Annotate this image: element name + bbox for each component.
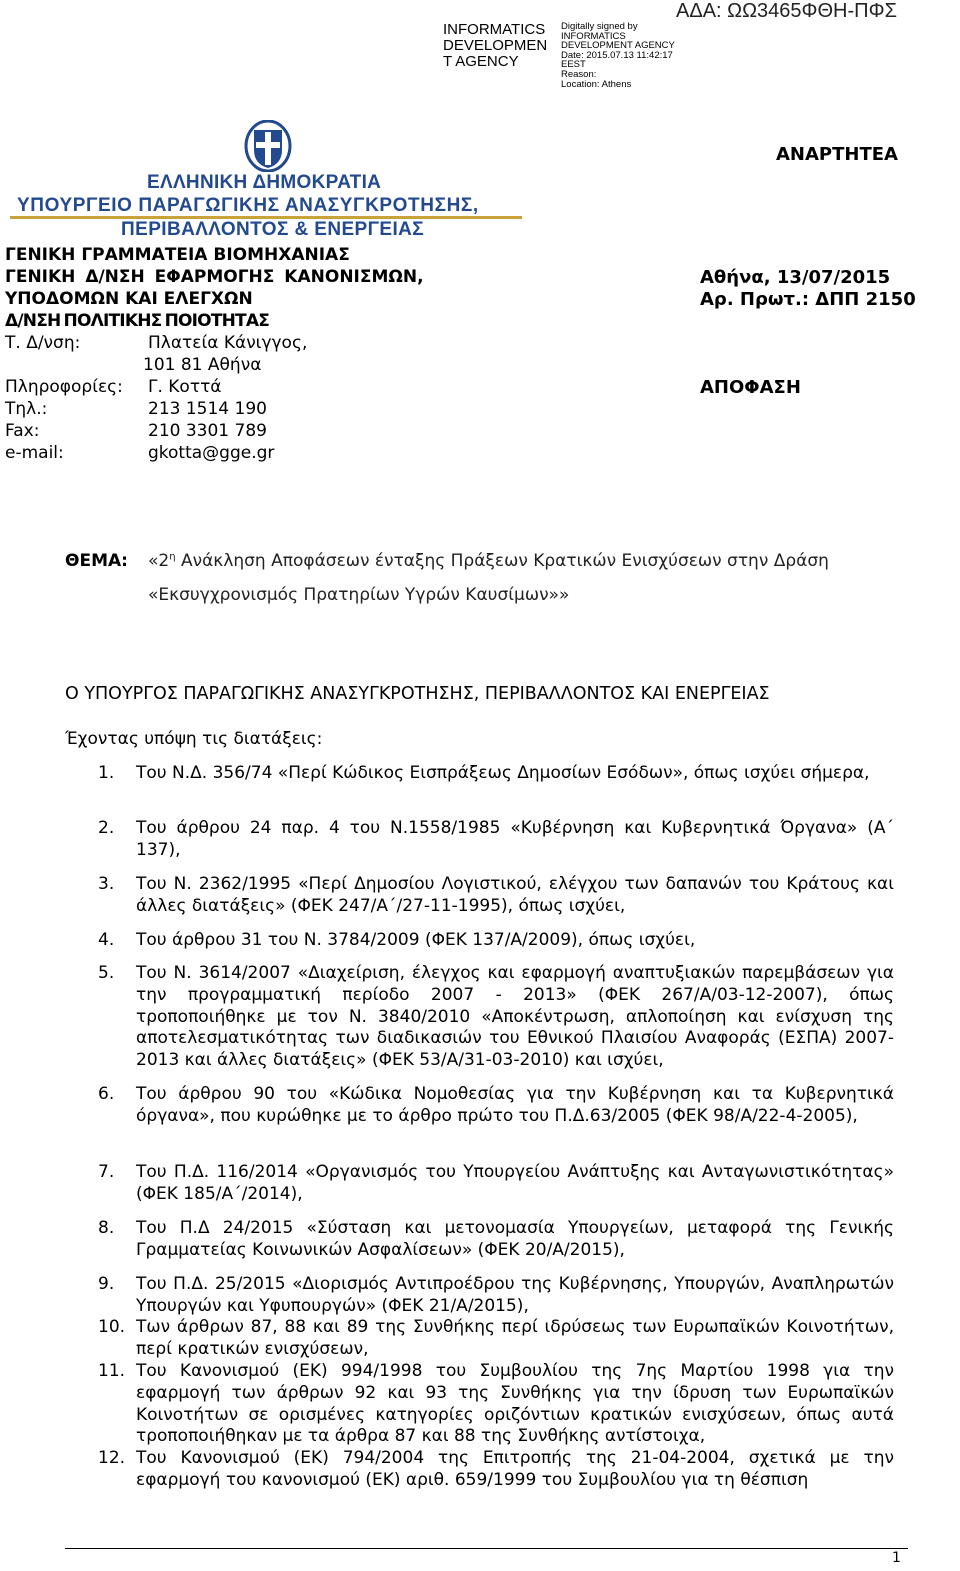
signature-line: Digitally signed by (561, 21, 638, 32)
provision-number: 6. (98, 1084, 115, 1104)
page-number: 1 (892, 1550, 901, 1566)
provision-text: Του Κανονισμού (ΕΚ) 994/1998 του Συμβουλίου της 7ης Μαρτίου 1998 για την εφαρμογή των άρθρων 92 και 93 της Συνθήκης για την ίδρυση των Ευρωπαϊκών Κοινοτήτων σε ορισμένες κατηγορίες οριζόντιων κρατικών ενισχύσεων, όπως αυτά τροποποιήθηκαν με τα άρθρα 87 και 88 της Συνθήκης αντίστοιχα, (136, 1361, 894, 1447)
provision-number: 3. (98, 874, 115, 894)
provision-text: Του Π.Δ 24/2015 «Σύσταση και μετονομασία Υπουργείων, μεταφορά της Γενικής Γραμματείας Κοινωνικών Ασφαλίσεων» (ΦΕΚ 20/Α/2015), (136, 1218, 894, 1260)
signature-line: INFORMATICS (561, 30, 626, 42)
provision-number: 1. (98, 763, 115, 783)
general-directorate: ΓΕΝΙΚΗ Δ/ΝΣΗ ΕΦΑΡΜΟΓΗΣ ΚΑΝΟΝΙΣΜΩΝ, (5, 267, 424, 287)
signature-name: INFORMATICS DEVELOPMEN T AGENCY (443, 21, 548, 70)
signature-line: DEVELOPMENT AGENCY (561, 40, 675, 52)
subject-line-2: «Εκσυγχρονισμός Πρατηρίων Υγρών Καυσίμων»» (148, 585, 570, 605)
subject-prefix: «2 (148, 551, 170, 571)
ministry-line-1: ΕΛΛΗΝΙΚΗ ΔΗΜΟΚΡΑΤΙΑ (147, 172, 382, 193)
ministry-line-3: ΠΕΡΙΒΑΛΛΟΝΤΟΣ & ΕΝΕΡΓΕΙΑΣ (121, 219, 425, 240)
address-value: Πλατεία Κάνιγγος, (148, 333, 308, 353)
ministry-line-2: ΥΠΟΥΡΓΕΙΟ ΠΑΡΑΓΩΓΙΚΗΣ ΑΝΑΣΥΓΚΡΟΤΗΣΗΣ, (17, 195, 479, 216)
provision-number: 5. (98, 963, 115, 983)
provision-number: 2. (98, 818, 115, 838)
place-date: Αθήνα, 13/07/2015 (700, 267, 891, 288)
address-row (0, 333, 400, 355)
provision-number: 4. (98, 930, 115, 950)
provision-text: Του άρθρου 90 του «Κώδικα Νομοθεσίας για την Κυβέρνηση και τα Κυβερνητικά όργανα», που κυρώθηκε με το άρθρο πρώτο του Π.Δ.63/2005 (ΦΕΚ 98/Α/22-4-2005), (136, 1084, 894, 1126)
signature-line: Date: 2015.07.13 11:42:17 (561, 49, 673, 61)
signature-line: Location: Athens (561, 78, 632, 90)
provision-text: Του Π.Δ. 116/2014 «Οργανισμός του Υπουργείου Ανάπτυξης και Ανταγωνιστικότητας» (ΦΕΚ 185/Α΄/2014), (136, 1162, 894, 1204)
subject-text-1: Ανάκληση Αποφάσεων ένταξης Πράξεων Κρατικών Ενισχύσεων στην Δράση (175, 551, 829, 571)
fax-value: 210 3301 789 (148, 421, 267, 441)
provision-text: Του Ν. 2362/1995 «Περί Δημοσίου Λογιστικού, ελέγχου των δαπανών του Κράτους και άλλες διατάξεις» (ΦΕΚ 247/Α΄/27-11-1995), όπως ισχύει, (136, 874, 894, 916)
footer-divider (65, 1548, 908, 1549)
posting-label: ΑΝΑΡΤΗΤΕΑ (776, 144, 898, 165)
signature-line: Reason: (561, 68, 597, 80)
ada-code: ΑΔΑ: ΩΩ3465ΦΘΗ-ΠΦΣ (676, 0, 897, 22)
address-line-2: 101 81 Αθήνα (143, 355, 262, 375)
provision-text: Του Ν.Δ. 356/74 «Περί Κώδικος Εισπράξεως Δημοσίων Εσόδων», όπως ισχύει σήμερα, (136, 763, 870, 783)
provision-number: 9. (98, 1274, 115, 1294)
general-secretariat: ΓΕΝΙΚΗ ΓΡΑΜΜΑΤΕΙΑ ΒΙΟΜΗΧΑΝΙΑΣ (5, 245, 350, 265)
provision-text: Του άρθρου 24 παρ. 4 του Ν.1558/1985 «Κυβέρνηση και Κυβερνητικά Όργανα» (Α΄ 137), (136, 818, 894, 860)
phone-label: Τηλ.: (5, 399, 48, 419)
division: Δ/ΝΣΗ ΠΟΛΙΤΙΚΗΣ ΠΟΙΟΤΗΤΑΣ (5, 311, 270, 331)
provision-number: 7. (98, 1162, 115, 1182)
fax-label: Fax: (5, 421, 40, 441)
provision-number: 11. (98, 1361, 126, 1381)
greek-emblem-icon (242, 120, 294, 172)
provision-number: 10. (98, 1317, 126, 1337)
email-row (0, 443, 400, 465)
considering-intro: Έχοντας υπόψη τις διατάξεις: (65, 729, 323, 749)
subject-line-1 (148, 551, 908, 571)
provision-text: Του Κανονισμού (ΕΚ) 794/2004 της Επιτροπής της 21-04-2004, σχετικά με την εφαρμογή του κανονισμού (ΕΚ) αριθ. 659/1999 του Συμβουλίου για τη θέσπιση (136, 1448, 894, 1490)
email-value[interactable]: gkotta@gge.gr (148, 443, 275, 463)
provision-text: Του άρθρου 31 του Ν. 3784/2009 (ΦΕΚ 137/Α/2009), όπως ισχύει, (136, 930, 696, 950)
general-directorate-2: ΥΠΟΔΟΜΩΝ ΚΑΙ ΕΛΕΓΧΩΝ (5, 289, 253, 309)
subject-label: ΘΕΜΑ: (65, 551, 128, 571)
signature-line: EEST (561, 59, 586, 71)
email-label: e-mail: (5, 443, 64, 463)
provision-text: Των άρθρων 87, 88 και 89 της Συνθήκης περί ιδρύσεως των Ευρωπαϊκών Κοινοτήτων, περί κρατικών ενισχύσεων, (136, 1317, 894, 1359)
decision-title: ΑΠΟΦΑΣΗ (700, 377, 801, 398)
fax-row (0, 421, 400, 443)
phone-value: 213 1514 190 (148, 399, 267, 419)
subject-sup: η (169, 551, 176, 563)
protocol-number: Αρ. Πρωτ.: ΔΠΠ 2150 (700, 289, 916, 310)
phone-row (0, 399, 400, 421)
info-value: Γ. Κοττά (148, 377, 222, 397)
info-label: Πληροφορίες: (5, 377, 123, 397)
provision-text: Του Ν. 3614/2007 «Διαχείριση, έλεγχος και εφαρμογή αναπτυξιακών παρεμβάσεων για την προγραμματική περίοδο 2007 - 2013» (ΦΕΚ 267/Α/03-12-2007), όπως τροποποιήθηκε με τον Ν. 3840/2010 «Αποκέντρωση, απλοποίηση και ενίσχυση της αποτελεσματικότητας των διαδικασιών του Εθνικού Πλαισίου Αναφοράς (ΕΣΠΑ) 2007-2013 και άλλες διατάξεις» (ΦΕΚ 53/Α/31-03-2010) και ισχύει, (136, 963, 894, 1071)
address-label: Τ. Δ/νση: (5, 333, 81, 353)
provision-number: 12. (98, 1448, 126, 1468)
signature-details (561, 22, 681, 89)
info-row (0, 377, 400, 399)
provision-text: Του Π.Δ. 25/2015 «Διορισμός Αντιπροέδρου της Κυβέρνησης, Υπουργών, Αναπληρωτών Υπουργών και Υφυπουργών» (ΦΕΚ 21/Α/2015), (136, 1274, 894, 1316)
provision-number: 8. (98, 1218, 115, 1238)
minister-title: Ο ΥΠΟΥΡΓΟΣ ΠΑΡΑΓΩΓΙΚΗΣ ΑΝΑΣΥΓΚΡΟΤΗΣΗΣ, ΠΕΡΙΒΑΛΛΟΝΤΟΣ ΚΑΙ ΕΝΕΡΓΕΙΑΣ (65, 684, 770, 704)
